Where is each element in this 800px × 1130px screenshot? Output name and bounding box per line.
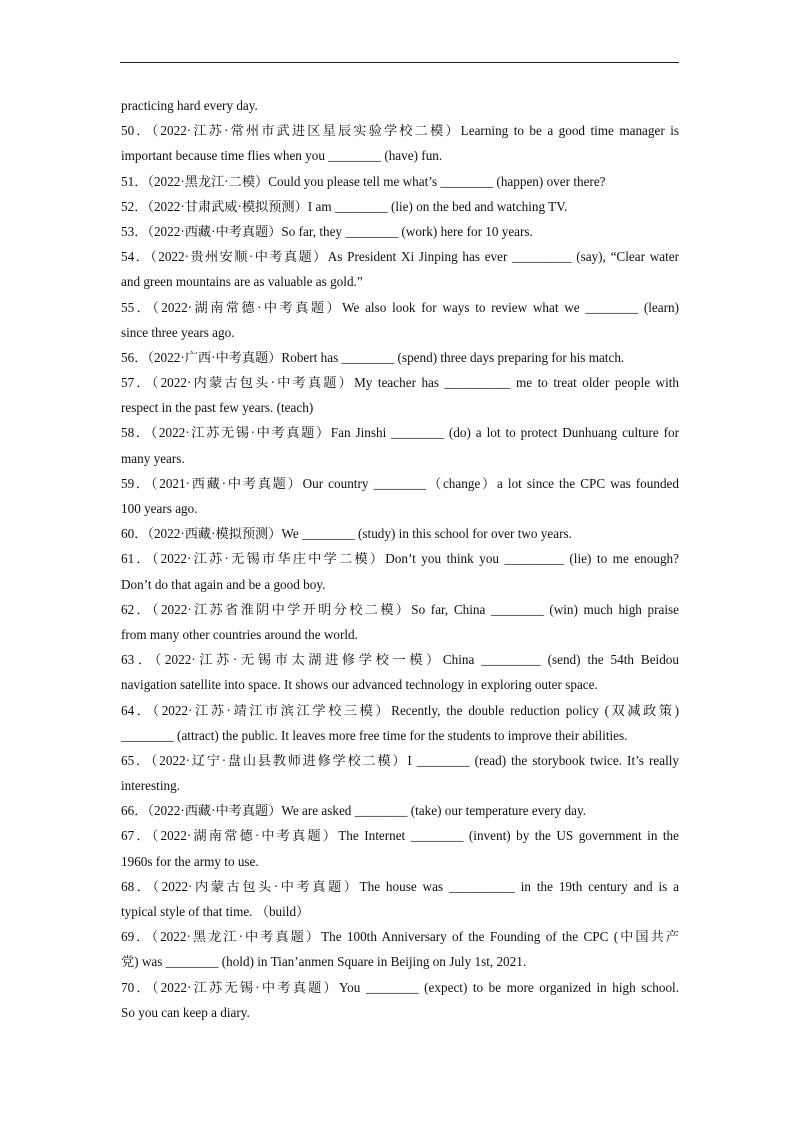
question-line: 61．（2022·江苏·无锡市华庄中学二模）Don’t you think you _________ (lie) to me enough?	[121, 551, 679, 567]
question-line: 67．（2022·湖南常德·中考真题）The Internet ________ (invent) by the US government in the	[121, 828, 679, 844]
question-line: 56．（2022·广西·中考真题）Robert has ________ (spend) three days preparing for his match.	[121, 349, 625, 365]
text-line: important because time flies when you ________ (have) fun.	[121, 148, 443, 164]
question-line: 66．（2022·西藏·中考真题）We are asked ________ (take) our temperature every day.	[121, 803, 586, 819]
text-line: ________ (attract) the public. It leaves more free time for the students to improve their abilities.	[121, 727, 628, 743]
text-line: interesting.	[121, 778, 180, 794]
question-line: 50．（2022·江苏·常州市武进区星辰实验学校二模）Learning to be a good time manager is	[121, 123, 679, 139]
question-line: 63．（2022·江苏·无锡市太湖进修学校一模）China _________ (send) the 54th Beidou	[121, 652, 679, 668]
text-line: So you can keep a diary.	[121, 1004, 250, 1020]
question-line: 60．（2022·西藏·模拟预测）We ________ (study) in this school for over two years.	[121, 526, 572, 542]
question-line: 69．（2022·黑龙江·中考真题）The 100th Anniversary of the Founding of the CPC (中国共产	[121, 929, 679, 945]
text-line: many years.	[121, 450, 185, 466]
question-line: 55．（2022·湖南常德·中考真题）We also look for ways to review what we ________ (learn)	[121, 299, 679, 315]
question-line: 51．（2022·黑龙江·二模）Could you please tell me what’s ________ (happen) over there?	[121, 173, 606, 189]
text-line: 100 years ago.	[121, 501, 198, 516]
question-line: 59．（2021·西藏·中考真题）Our country ________（change）a lot since the CPC was founded	[121, 475, 679, 491]
exercise-text	[121, 93, 679, 1025]
header-rule	[120, 62, 679, 63]
text-line: navigation satellite into space. It shows our advanced technology in exploring outer space.	[121, 677, 598, 693]
text-line: from many other countries around the world.	[121, 626, 358, 642]
question-line: 62．（2022·江苏省淮阴中学开明分校二模）So far, China ________ (win) much high praise	[121, 601, 679, 617]
text-line: typical style of that time. （build）	[121, 904, 310, 919]
question-line: 68．（2022·内蒙古包头·中考真题）The house was __________ in the 19th century and is a	[121, 878, 679, 894]
question-line: 53．（2022·西藏·中考真题）So far, they ________ (work) here for 10 years.	[121, 223, 533, 239]
question-line: 57．（2022·内蒙古包头·中考真题）My teacher has __________ me to treat older people with	[121, 375, 679, 391]
question-line: 52．（2022·甘肃武威·模拟预测）I am ________ (lie) on the bed and watching TV.	[121, 198, 568, 214]
text-line: Don’t do that again and be a good boy.	[121, 576, 326, 592]
question-line: 65．（2022·辽宁·盘山县教师进修学校二模）I ________ (read) the storybook twice. It’s really	[121, 752, 679, 768]
question-line: 54．（2022·贵州安顺·中考真题）As President Xi Jinping has ever _________ (say), “Clear water	[121, 249, 679, 265]
text-line: 党) was ________ (hold) in Tian’anmen Square in Beijing on July 1st, 2021.	[121, 954, 527, 970]
text-line: 1960s for the army to use.	[121, 853, 259, 869]
question-line: 64．（2022·江苏·靖江市滨江学校三模）Recently, the double reduction policy (双减政策)	[121, 702, 679, 718]
text-line: and green mountains are as valuable as gold.”	[121, 274, 363, 290]
text-line: practicing hard every day.	[121, 98, 258, 113]
text-line: respect in the past few years. (teach)	[121, 400, 314, 416]
text-line: since three years ago.	[121, 324, 235, 340]
question-line: 58．（2022·江苏无锡·中考真题）Fan Jinshi ________ (do) a lot to protect Dunhuang culture for	[121, 425, 679, 441]
question-line: 70．（2022·江苏无锡·中考真题）You ________ (expect) to be more organized in high school.	[121, 979, 679, 995]
